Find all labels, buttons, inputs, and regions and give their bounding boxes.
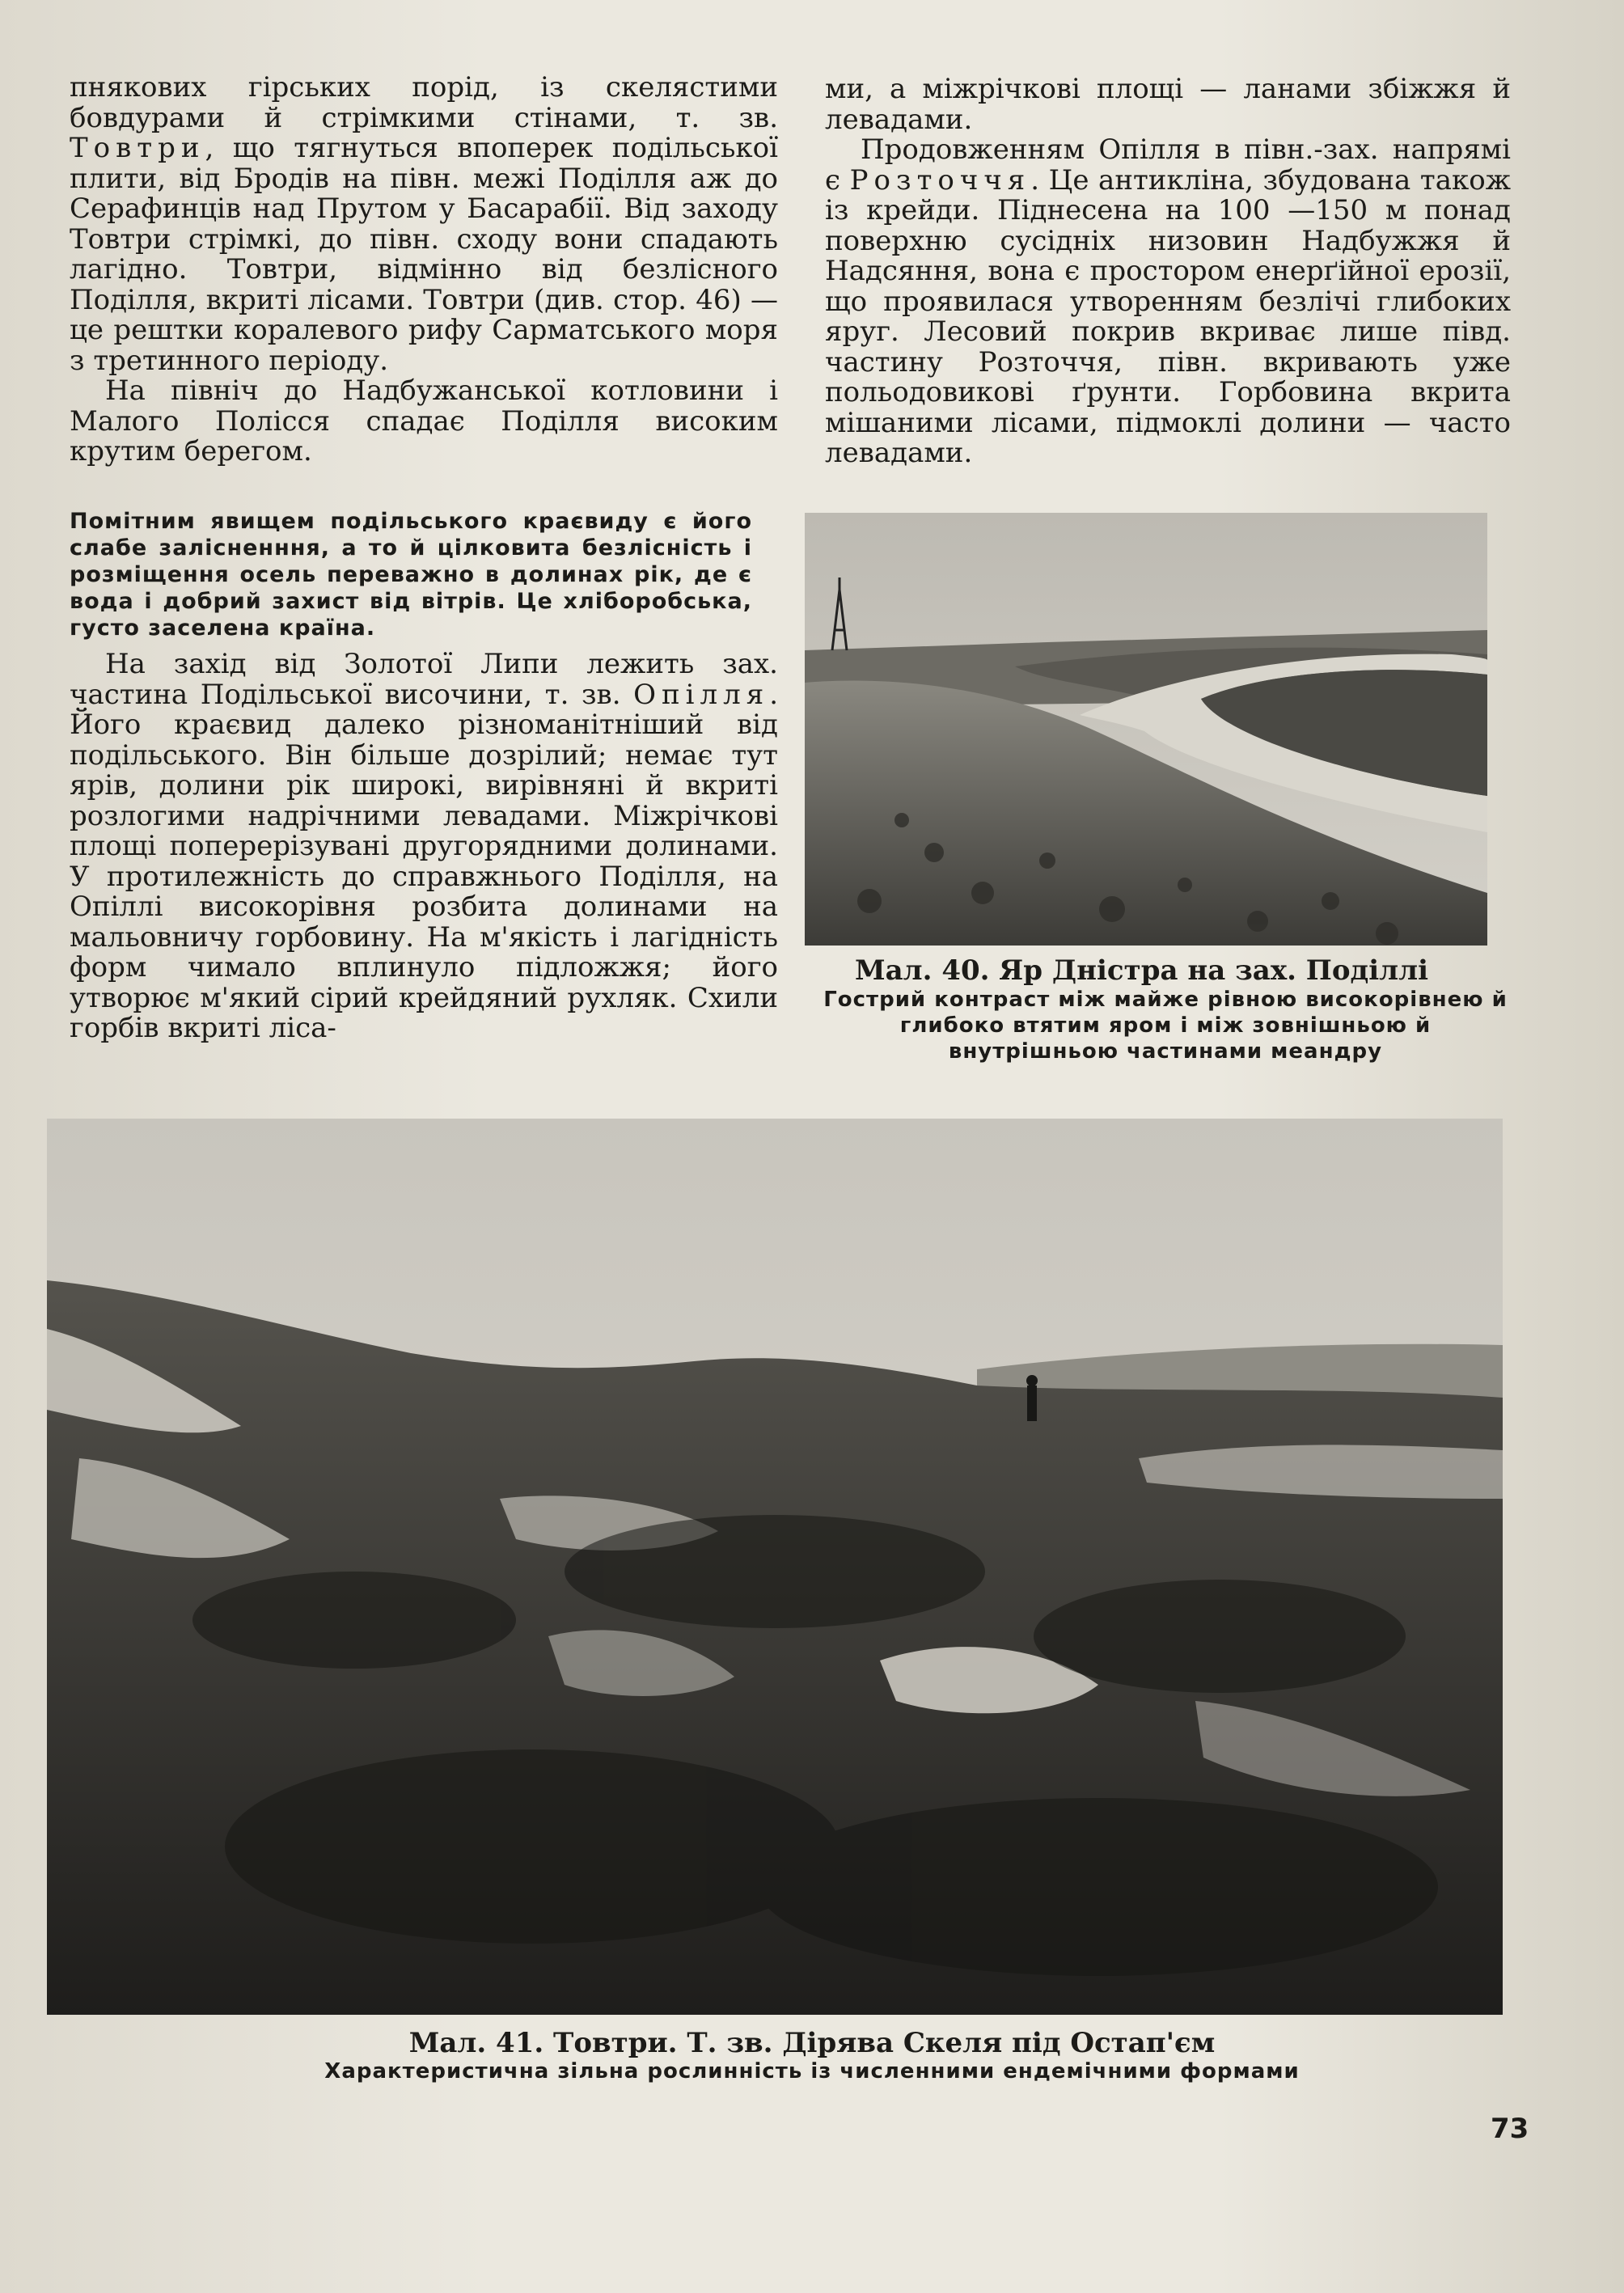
photo-tovtry-rock — [47, 1119, 1503, 2015]
left-column-bottom — [70, 649, 778, 1044]
figure-40-title: Мал. 40. Яр Дністра на зах. Поділлі — [855, 954, 1428, 987]
paragraph-opillia: На захід від Золотої Липи лежить зах. частина Подільської височини, т. зв. Опілля. Його краєвид далеко різноманітніший від подільського. Він більше дозрілий; немає тут ярів, долини рік широкі, вирівняні й вкриті розлогими надрічними левадами. Міжрічкові площі поперерізувані другорядними долинами. У протилежність до справжнього Поділля, на Опіллі високорівня розбита долинами на мальовничу горбовину. На м'якість і лагідність форм чимало вплинуло підложжя; його утворює м'який сірий крейдяний рухляк. Схили горбів вкриті ліса- — [70, 648, 778, 1044]
right-column — [825, 74, 1511, 469]
paragraph-continuation: ми, а міжрічкові площі — ланами збіжжя й левадами. — [825, 73, 1511, 136]
figure-41-subtitle: Характеристична зільна рослинність із численними ендемічними формами — [324, 2059, 1300, 2084]
photo-dniester-canyon — [805, 513, 1487, 946]
paragraph-north-edge: На північ до Надбужанської котловини і Малого Полісся спадає Поділля високим крутим берегом. — [70, 374, 778, 467]
paragraph-roztochchia: Продовженням Опілля в півн.-зах. напрямі є Розточчя. Це антикліна, збудована також із крейди. Піднесена на 100 —150 м понад поверхню сусідніх низовин Надбужжя й Надсяння, вона є простором енерґійної ерозії, що проявилася утворенням безлічі глибоких яруг. Лесовий покрив вкриває лише півд. частину Розточчя, півн. вкривають уже польодовикові ґрунти. Горбовина вкрита мішаними лісами, підмоклі долини — часто левадами. — [825, 133, 1511, 469]
paragraph-tovtry: пнякових гірських порід, із скелястими бовдурами й стрімкими стінами, т. зв. Товтри, що тягнуться впоперек подільської плити, від Бродів на півн. межі Поділля аж до Серафинців над Прутом у Басарабії. Від заходу Товтри стрімкі, до півн. сходу вони спадають лагідно. Товтри, відмінно від безлісного Поділля, вкриті лісами. Товтри (див. стор. 46) — це рештки коралевого рифу Сарматського моря з третинного періоду. — [70, 71, 778, 377]
spaced-term-tovtry: Товтри — [70, 132, 205, 164]
spaced-term-roztochchia: Розточчя — [849, 163, 1031, 197]
page-number: 73 — [1491, 2113, 1529, 2145]
figure-41-title: Мал. 41. Товтри. Т. зв. Дірява Скеля під Остап'єм — [408, 2027, 1216, 2059]
spaced-term-opillia: Опілля — [633, 678, 770, 711]
small-print-note: Помітним явищем подільського краєвиду є його слабе залісненння, а то й цілковита безлісність і розміщення осель переважно в долинах рік, де є вода і добрий захист від вітрів. Це хліборобська, густо заселена країна. — [70, 509, 752, 641]
figure-40-subtitle: Гострий контраст між майже рівною високорівнею й глибоко втятим яром і між зовнішньою й внутрішньою частинами меандру — [823, 988, 1508, 1064]
left-column-top — [70, 73, 778, 467]
